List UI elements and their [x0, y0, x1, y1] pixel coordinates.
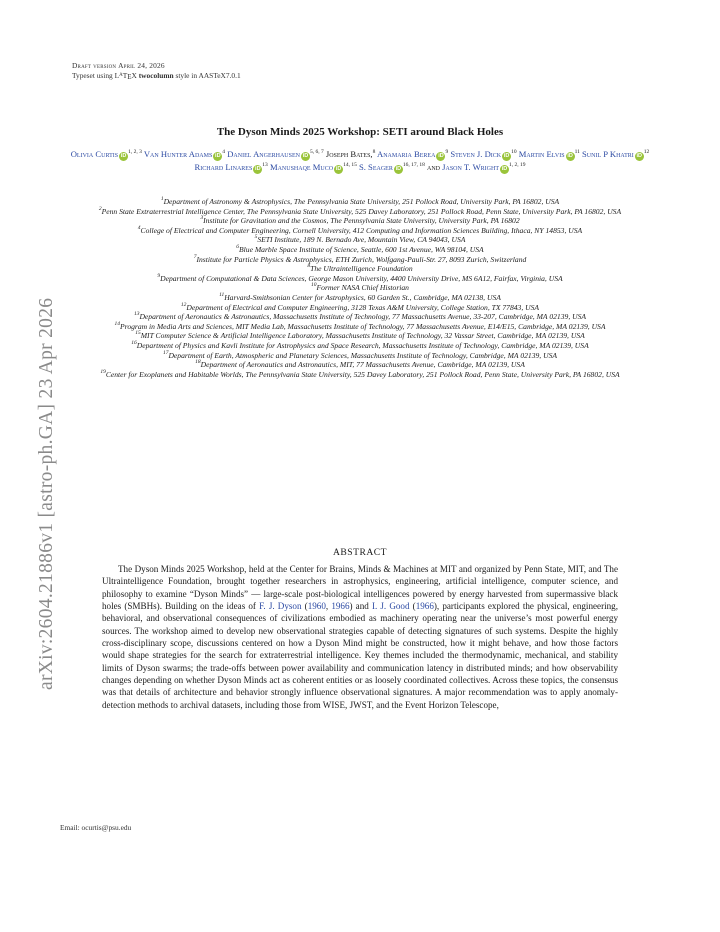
affiliation-number: 1 [160, 196, 164, 202]
affiliation-number: 18 [195, 359, 201, 366]
author[interactable] [442, 162, 525, 172]
citation-good-1966[interactable]: 1966 [415, 601, 434, 612]
affiliation-text: Former NASA Chief Historian [316, 283, 409, 293]
affiliation-text: The Ultraintelligence Foundation [310, 264, 413, 274]
affiliation-number: 16 [131, 339, 137, 346]
author[interactable] [227, 149, 324, 159]
affiliation-text: Penn State Extraterrestrial Intelligence Center, The Pennsylvania State University, 525 Davey Laboratory, 251 Pollock Road, Penn State, University Park, PA 16802, USA [101, 206, 622, 216]
author-affiliation-marker: 10 [511, 149, 517, 155]
draft-version-line [72, 61, 241, 71]
author[interactable] [582, 149, 649, 159]
author-affiliation-marker: 1, 2, 19 [509, 162, 526, 168]
author[interactable] [377, 149, 448, 159]
affiliation-text: Department of Physics and Kavli Institute for Astrophysics and Space Research, Massachusetts Institute of Technology, Cambridge, MA 02139, USA [136, 340, 589, 350]
author[interactable] [359, 162, 425, 172]
abstract-text-part2: ), participants explored the physical, engineering, behavioral, and observational consequences of civilizations embodied as machinery operating near the universe’s most powerful energy sources. The workshop aimed to develop new observational strategies capable of detecting signatures of such systems. Despite the highly cross-disciplinary scope, discussions centered on how a Dyson Mind might be constructed, how it might behave, and how those factors would shape strategies for the search for extraterrestrial intelligence. Key themes included the thermodynamic, mechanical, and stability limits of Dyson swarms; the trade-offs between power availability and communication latency in distributed minds; and how observability changes depending on whether Dyson Minds act as coherent entities or as loosely coordinated collectives. Across these topics, the consensus was that details of architecture and behavior strongly influence observational signatures. A major recommendation was to apply anomaly-detection methods to archival datasets, including those from WISE, JWST, and the Event Horizon Telescope, [102, 601, 618, 710]
author-affiliation-marker: 8 [372, 149, 376, 155]
affiliation-number: 11 [219, 291, 225, 298]
affiliation [62, 322, 658, 332]
author-name[interactable]: Anamaria Berea [377, 149, 436, 159]
author-affiliation-marker: 4 [222, 149, 226, 155]
author-name[interactable]: Jason T. Wright [442, 162, 500, 172]
author-affiliation-marker: 11 [574, 149, 580, 155]
author-name: Joseph Bates, [325, 149, 373, 159]
affiliation-text: Department of Electrical and Computer Engineering, 3128 Texas A&M University, College Station, TX 77843, USA [186, 302, 540, 312]
orcid-icon[interactable]: iD [501, 166, 508, 172]
author-affiliation-marker: 13 [262, 162, 268, 168]
affiliation-text: Institute for Gravitation and the Cosmos, The Pennsylvania State University, University Park, PA 16802 [203, 216, 520, 226]
abstract-heading: ABSTRACT [332, 547, 388, 558]
affiliation-number: 12 [180, 301, 187, 308]
orcid-icon[interactable]: iD [302, 153, 309, 159]
affiliation [62, 312, 658, 322]
author[interactable] [144, 149, 225, 159]
typeset-suffix: style in AASTeX7.0.1 [175, 71, 241, 80]
affiliation-number: 13 [133, 311, 140, 318]
orcid-icon[interactable]: iD [438, 153, 444, 159]
abstract-body [102, 563, 618, 711]
affiliation-text: SETI Institute, 189 N. Bernado Ave, Mountain View, CA 94043, USA [257, 235, 466, 245]
affiliation [62, 341, 658, 351]
affiliation-number: 3 [200, 215, 204, 222]
author-name[interactable]: Sunil P Khatri [582, 149, 634, 159]
citation-dyson-1960[interactable]: 1960 [307, 601, 326, 612]
paren-open-good: ( [409, 601, 416, 612]
affiliation-number: 5 [254, 234, 258, 241]
affiliation [62, 197, 658, 207]
author-name[interactable]: Martin Elvis [518, 149, 565, 159]
author [427, 162, 440, 172]
affiliation-number: 17 [162, 349, 169, 356]
author[interactable] [194, 162, 267, 172]
affiliation-text: Department of Astronomy & Astrophysics, The Pennsylvania State University, 251 Pollock Road, University Park, PA 16802, USA [163, 197, 560, 206]
author[interactable] [519, 149, 580, 159]
affiliation-text: Institute for Particle Physics & Astrophysics, ETH Zurich, Wolfgang-Pauli-Str. 27, 8093 Zurich, Switzerland [196, 254, 527, 264]
author[interactable] [270, 162, 357, 172]
affiliation-number: 14 [114, 320, 121, 327]
affiliation-number: 9 [157, 272, 161, 279]
corresponding-email[interactable]: Email: ocurtis@psu.edu [60, 823, 132, 832]
affiliation [62, 293, 658, 303]
typeset-class: twocolumn [138, 71, 174, 80]
orcid-icon[interactable]: iD [503, 153, 510, 159]
affiliation-text: College of Electrical and Computer Engineering, Cornell University, 412 Computing and Information Sciences Building, Ithaca, NY 14853, USA [140, 225, 583, 235]
author-name[interactable]: Manushaqe Muco [269, 162, 334, 172]
affiliation-text: Department of Aeronautics and Astronautics, MIT, 77 Massachusetts Avenue, Cambridge, MA 02139, USA [200, 360, 525, 370]
orcid-icon[interactable]: iD [636, 153, 643, 159]
affiliation [62, 370, 658, 380]
orcid-icon[interactable]: iD [335, 166, 342, 172]
author-name[interactable]: Daniel Angerhausen [227, 149, 300, 159]
conjunction: and [352, 601, 372, 612]
citation-dyson[interactable]: F. J. Dyson [259, 601, 302, 612]
author-affiliation-marker: 14, 15 [343, 162, 357, 168]
affiliation [62, 283, 658, 293]
citation-good[interactable]: I. J. Good [371, 601, 410, 612]
affiliation-number: 6 [236, 243, 240, 250]
author-name[interactable]: Olivia Curtis [70, 149, 119, 159]
orcid-icon[interactable]: iD [567, 153, 573, 159]
affiliation-text: Department of Computational & Data Sciences, George Mason University, 4400 University Drive, MS 6A12, Fairfax, Virginia, USA [160, 273, 563, 283]
author-affiliation-marker: 1, 2, 3 [128, 149, 142, 155]
affiliation-text: Department of Earth, Atmospheric and Planetary Sciences, Massachusetts Institute of Technology, Cambridge, MA 02139, USA [168, 350, 558, 360]
affiliation [62, 207, 658, 217]
arxiv-identifier: arXiv:2604.21886v1 [astro-ph.GA] 23 Apr 2026 [36, 297, 57, 690]
affiliation [62, 360, 658, 370]
affiliation-text: Harvard-Smithsonian Center for Astrophysics, 60 Garden St., Cambridge, MA 02138, USA [224, 292, 501, 302]
affiliation-number: 8 [307, 263, 311, 270]
affiliation [62, 255, 658, 265]
affiliation [62, 274, 658, 284]
orcid-icon[interactable]: iD [395, 166, 402, 172]
affiliation-text: Blue Marble Space Institute of Science, Seattle, 600 1st Avenue, WA 98104, USA [239, 244, 484, 254]
affiliation-number: 10 [311, 282, 317, 289]
typeset-line: Typeset using $L^ATEX$ twocolumn style in AASTeX7.0.1 [72, 71, 241, 81]
affiliation-text: Department of Aeronautics & Astronautics, Massachusetts Institute of Technology, 77 Massachusetts Avenue, 33-207, Cambridge, MA 02139, USA [139, 312, 587, 322]
typeset-prefix: Typeset using L [72, 71, 120, 80]
affiliation-text: Program in Media Arts and Sciences, MIT Media Lab, Massachusetts Institute of Technology, 77 Massachusetts Avenue, E14/E15, Cambridge, MA 02139, USA [120, 321, 606, 331]
author-name[interactable]: Steven J. Dick [450, 149, 502, 159]
affiliation [62, 245, 658, 255]
affiliation [62, 351, 658, 361]
running-header [72, 61, 241, 81]
affiliation [62, 235, 658, 245]
affiliation [62, 331, 658, 341]
author[interactable] [450, 149, 516, 159]
affiliation [62, 264, 658, 274]
paren-close: ) [349, 601, 353, 612]
author-name[interactable]: Richard Linares [194, 162, 253, 172]
affiliation-text: Center for Exoplanets and Habitable Worlds, The Pennsylvania State University, 525 Davey Laboratory, 251 Pollock Road, Penn State, University Park, PA 16802, USA [105, 369, 620, 379]
author-name[interactable]: S. Seager [358, 162, 393, 172]
orcid-icon[interactable]: iD [255, 166, 261, 172]
draft-date: April 24, 2026 [118, 61, 165, 70]
author-name[interactable]: Van Hunter Adams [143, 149, 213, 159]
paren-open: ( [301, 601, 308, 612]
affiliation-number: 19 [100, 368, 106, 375]
author-affiliation-marker: 12 [643, 149, 650, 155]
orcid-icon[interactable]: iD [215, 153, 221, 159]
affiliation [62, 226, 658, 236]
author-list [60, 148, 660, 174]
paper-title: The Dyson Minds 2025 Workshop: SETI around Black Holes [216, 126, 504, 138]
affiliation-text: MIT Computer Science & Artificial Intelligence Laboratory, Massachusetts Institute of Technology, 32 Vassar Street, Cambridge, MA 02139, USA [140, 331, 585, 341]
affiliation [62, 303, 658, 313]
orcid-icon[interactable]: iD [120, 153, 127, 159]
author-affiliation-marker: 16, 17, 18 [402, 162, 425, 168]
author-affiliation-marker: 9 [445, 149, 449, 155]
citation-dyson-1966[interactable]: 1966 [331, 601, 350, 612]
affiliation-number: 7 [193, 253, 197, 260]
author[interactable] [71, 149, 142, 159]
affiliation-number: 2 [98, 205, 102, 212]
abstract-text-part1: The Dyson Minds 2025 Workshop, held at the Center for Brains, Minds & Machines at MIT and organized by Penn State, MIT, and The Ultraintelligence Foundation, brought together researchers in astrophysics, engineering, artificial intelligence, computer science, and philosophy to examine “Dyson Minds” — large-scale post-biological intelligences powered by energy harvested from supermassive black holes (SMBHs). Building on the ideas of [102, 564, 618, 612]
affiliation [62, 216, 658, 226]
draft-prefix: Draft version [72, 61, 117, 70]
citation-separator: , [325, 601, 332, 612]
author-name: and [426, 162, 440, 172]
affiliation-list [62, 197, 658, 379]
author-affiliation-marker: 5, 6, 7 [309, 149, 324, 155]
affiliation-number: 15 [135, 330, 141, 337]
affiliation-number: 4 [137, 224, 141, 231]
author [326, 149, 375, 159]
typeset-latex-suffix: T [122, 71, 128, 80]
